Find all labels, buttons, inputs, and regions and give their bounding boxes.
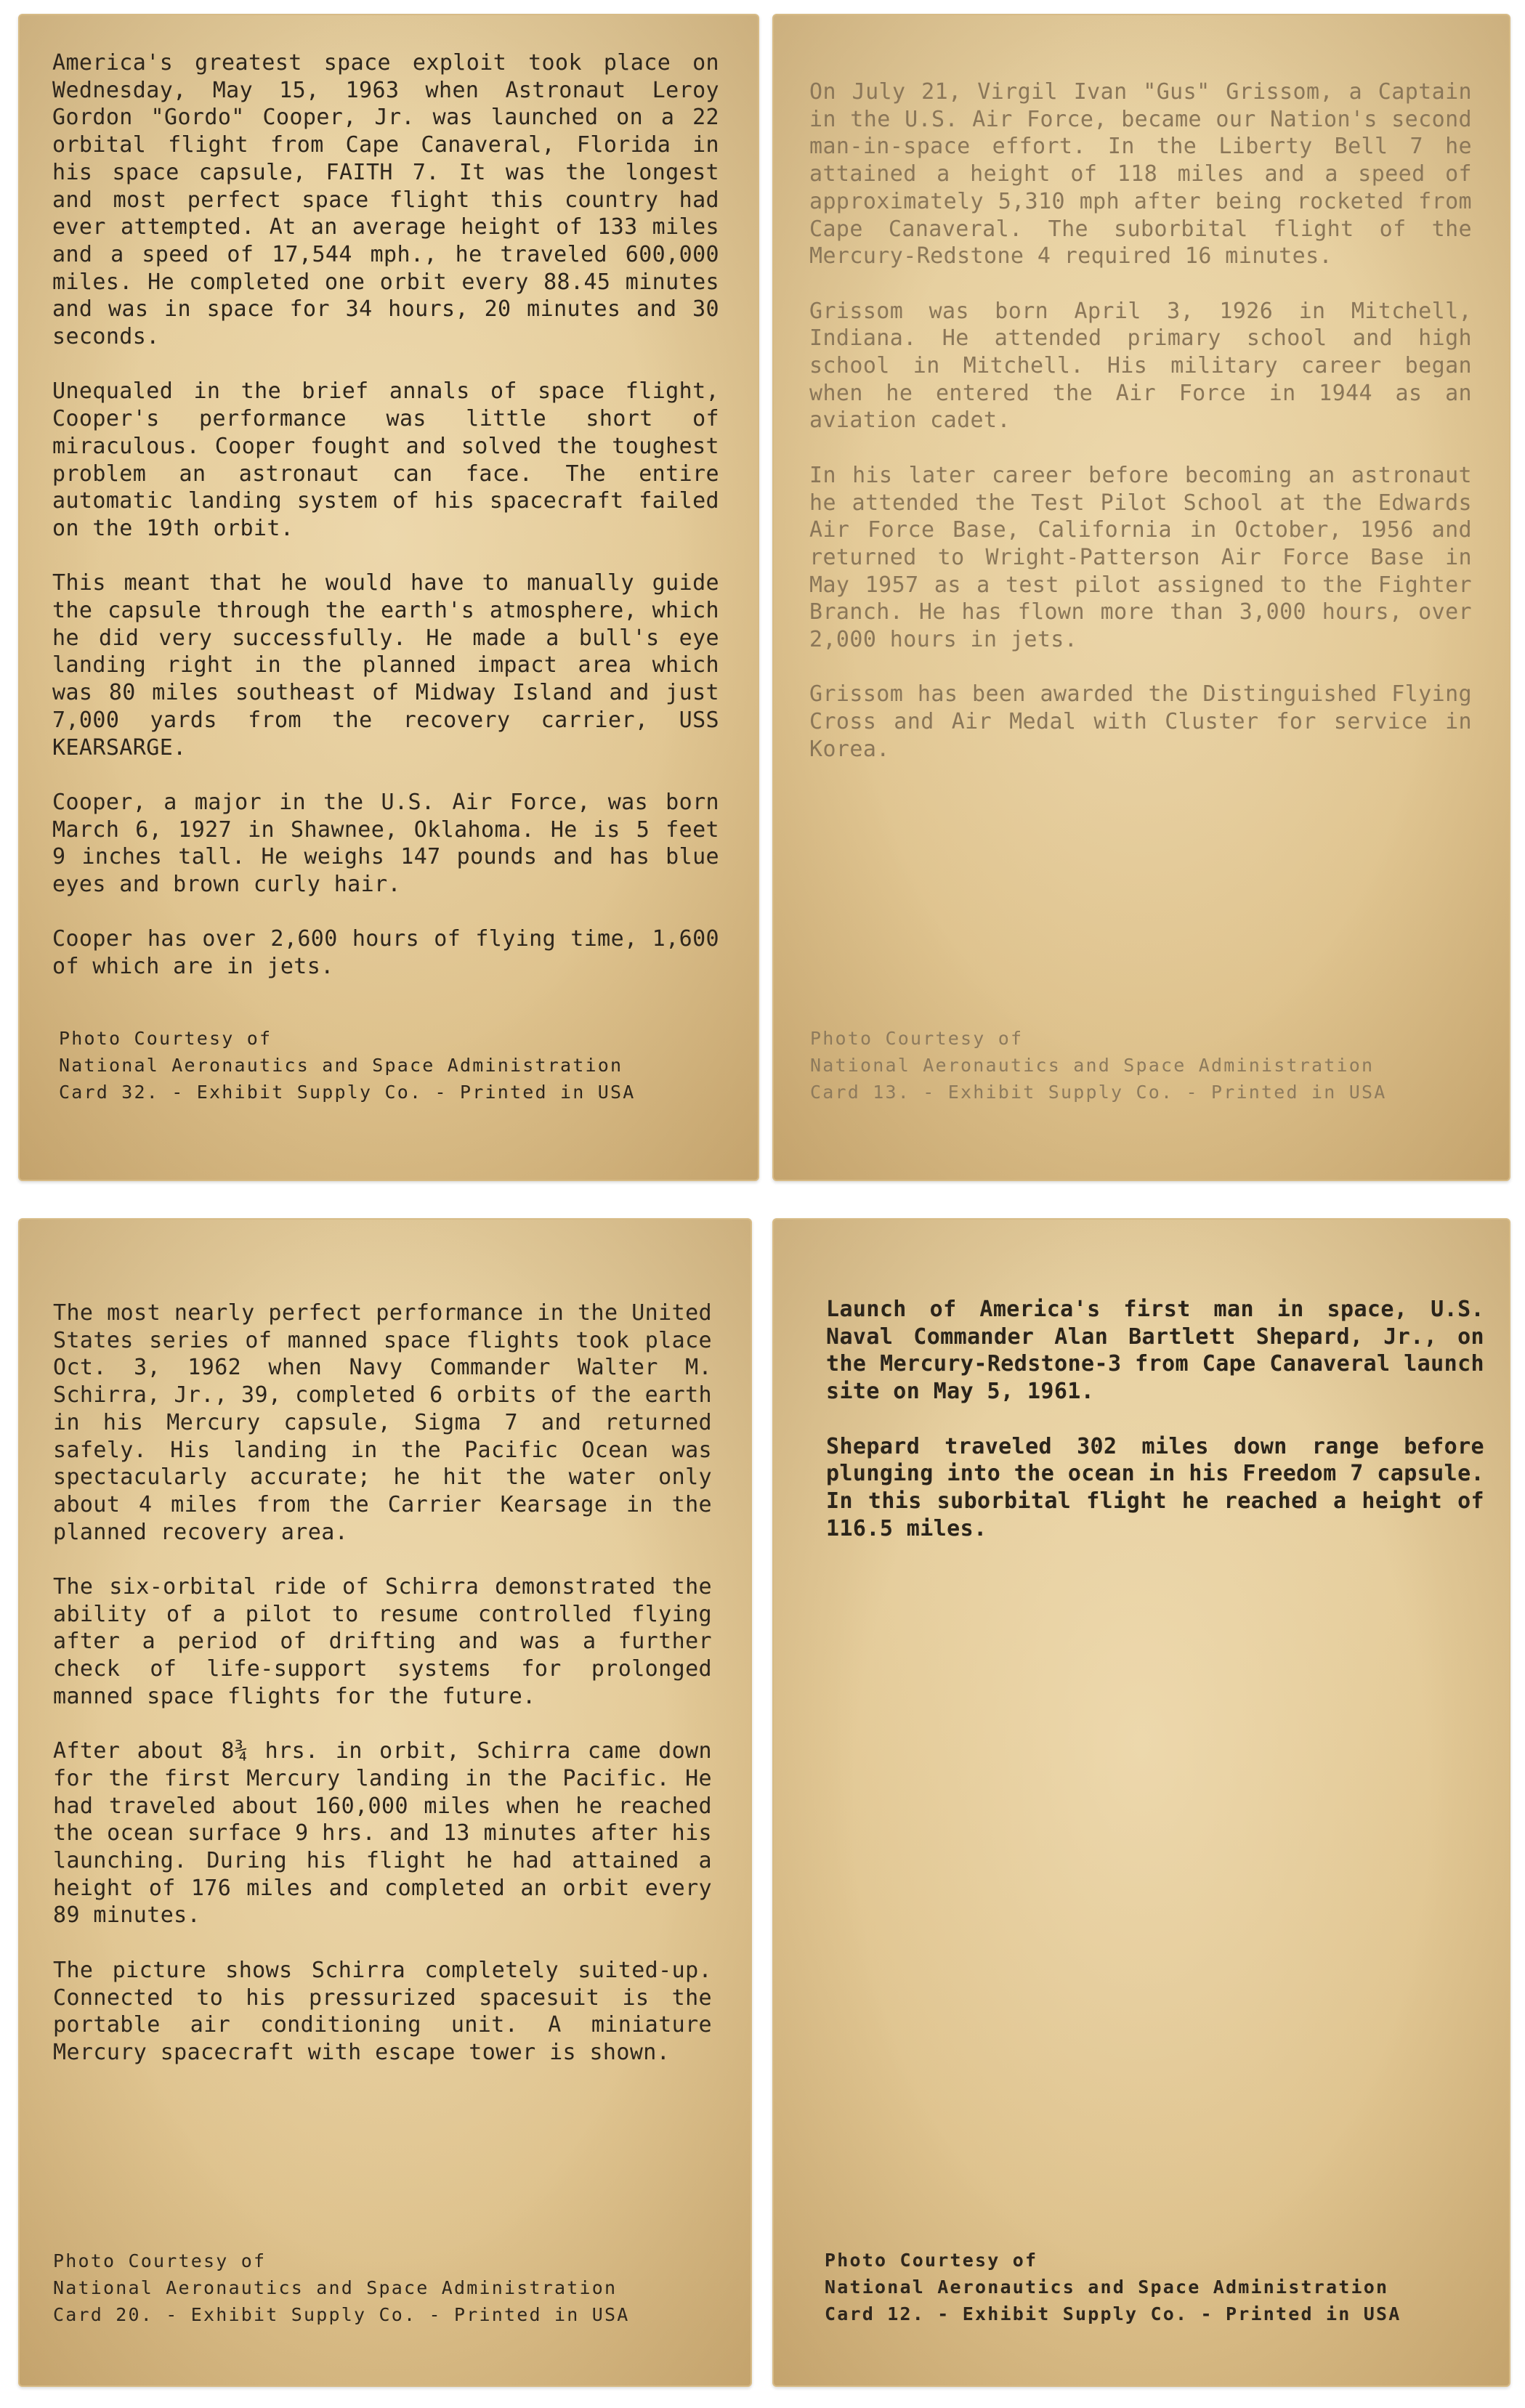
card-20-paragraph-1: The most nearly perfect performance in the United States series of manned space flights took place Oct. 3, 1962 when Navy Commander Walter M. Schirra, Jr., 39, completed 6 orbits of the earth in his Mercury capsule, Sigma 7 and returned safely. His landing in the Pacific Ocean was spectacularly accurate; he hit the water only about 4 miles from the Carrier Kearsage in the planned recovery area. bbox=[53, 1300, 712, 1545]
card-20-paragraph-2: The six-orbital ride of Schirra demonstrated the ability of a pilot to resume controlled flying after a period of drifting and was a further check of life-support systems for prolonged manned space flights for the future. bbox=[53, 1574, 712, 1709]
card-32-paragraph-3: This meant that he would have to manually guide the capsule through the earth's atmosphere, which he did very successfully. He made a bull's eye landing right in the planned impact area which was 80 miles southeast of Midway Island and just 7,000 yards from the recovery carrier, USS KEARSARGE. bbox=[52, 570, 719, 761]
card-20-paragraph-4: The picture shows Schirra completely suited-up. Connected to his pressurized spacesuit is the portable air conditioning unit. A miniature Mercury spacecraft with escape tower is shown. bbox=[53, 1957, 712, 2065]
card-13-footer-line-2: National Aeronautics and Space Administration bbox=[810, 1055, 1375, 1076]
card-13-footer-line-3: Card 13. - Exhibit Supply Co. - Printed in USA bbox=[810, 1082, 1387, 1103]
card-20-footer-line-1: Photo Courtesy of bbox=[53, 2250, 267, 2271]
card-13-footer-line-1: Photo Courtesy of bbox=[810, 1028, 1024, 1049]
card-13-paragraph-4: Grissom has been awarded the Distinguished Flying Cross and Air Medal with Cluster for service in Korea. bbox=[809, 681, 1472, 762]
card-32-paragraph-2: Unequaled in the brief annals of space flight, Cooper's performance was little short of miraculous. Cooper fought and solved the toughest problem an astronaut can face. The entire automatic landing system of his spacecraft failed on the 19th orbit. bbox=[52, 378, 719, 541]
card-32-body bbox=[52, 49, 719, 1008]
card-13-paragraph-1: On July 21, Virgil Ivan "Gus" Grissom, a Captain in the U.S. Air Force, became our Nation's second man-in-space effort. In the Liberty Bell 7 he attained a height of 118 miles and a speed of approximately 5,310 mph after being rocketed from Cape Canaveral. The suborbital flight of the Mercury-Redstone 4 required 16 minutes. bbox=[809, 79, 1472, 269]
card-20 bbox=[18, 1218, 752, 2387]
card-32-footer-line-2: National Aeronautics and Space Administration bbox=[59, 1055, 623, 1076]
card-12-footer-line-3: Card 12. - Exhibit Supply Co. - Printed in USA bbox=[825, 2303, 1401, 2324]
card-12-body bbox=[826, 1296, 1484, 1570]
card-12-paragraph-1: Launch of America's first man in space, U.S. Naval Commander Alan Bartlett Shepard, Jr., on the Mercury-Redstone-3 from Cape Canaveral launch site on May 5, 1961. bbox=[826, 1297, 1484, 1405]
card-13-paragraph-2: Grissom was born April 3, 1926 in Mitchell, Indiana. He attended primary school and high school in Mitchell. His military career began when he entered the Air Force in 1944 as an aviation cadet. bbox=[809, 298, 1472, 434]
card-32-paragraph-5: Cooper has over 2,600 hours of flying time, 1,600 of which are in jets. bbox=[52, 926, 719, 980]
card-32-footer-line-3: Card 32. - Exhibit Supply Co. - Printed in USA bbox=[59, 1082, 636, 1103]
card-13-body bbox=[809, 78, 1472, 790]
card-32-footer-line-1: Photo Courtesy of bbox=[59, 1028, 272, 1049]
card-20-footer-line-2: National Aeronautics and Space Administration bbox=[53, 2277, 618, 2298]
card-12 bbox=[772, 1218, 1510, 2387]
card-20-paragraph-3: After about 8¾ hrs. in orbit, Schirra came down for the first Mercury landing in the Pacific. He had traveled about 160,000 miles when he reached the ocean surface 9 hrs. and 13 minutes after his launching. During his flight he had attained a height of 176 miles and completed an orbit every 89 minutes. bbox=[53, 1738, 712, 1929]
card-32-paragraph-1: America's greatest space exploit took place on Wednesday, May 15, 1963 when Astronaut Leroy Gordon "Gordo" Cooper, Jr. was launched on a 22 orbital flight from Cape Canaveral, Florida in his space capsule, FAITH 7. It was the longest and most perfect space flight this country had ever attempted. At an average height of 133 miles and a speed of 17,544 mph., he traveled 600,000 miles. He completed one orbit every 88.45 minutes and was in space for 34 hours, 20 minutes and 30 seconds. bbox=[52, 50, 719, 350]
card-12-footer bbox=[825, 2247, 1401, 2327]
card-13-footer bbox=[810, 1025, 1387, 1106]
card-20-footer bbox=[53, 2247, 630, 2328]
card-32-footer bbox=[59, 1025, 636, 1106]
card-13 bbox=[772, 14, 1510, 1181]
card-20-body bbox=[53, 1300, 712, 2093]
card-20-footer-line-3: Card 20. - Exhibit Supply Co. - Printed in USA bbox=[53, 2304, 630, 2325]
card-12-paragraph-2: Shepard traveled 302 miles down range before plunging into the ocean in his Freedom 7 capsule. In this suborbital flight he reached a height of 116.5 miles. bbox=[826, 1433, 1484, 1541]
card-32-paragraph-4: Cooper, a major in the U.S. Air Force, was born March 6, 1927 in Shawnee, Oklahoma. He is 5 feet 9 inches tall. He weighs 147 pounds and has blue eyes and brown curly hair. bbox=[52, 789, 719, 898]
card-32 bbox=[18, 14, 759, 1181]
card-12-footer-line-1: Photo Courtesy of bbox=[825, 2250, 1038, 2271]
card-12-footer-line-2: National Aeronautics and Space Administration bbox=[825, 2277, 1389, 2298]
card-13-paragraph-3: In his later career before becoming an astronaut he attended the Test Pilot School at the Edwards Air Force Base, California in October, 1956 and returned to Wright-Patterson Air Force Base in May 1957 as a test pilot assigned to the Fighter Branch. He has flown more than 3,000 hours, over 2,000 hours in jets. bbox=[809, 462, 1472, 653]
